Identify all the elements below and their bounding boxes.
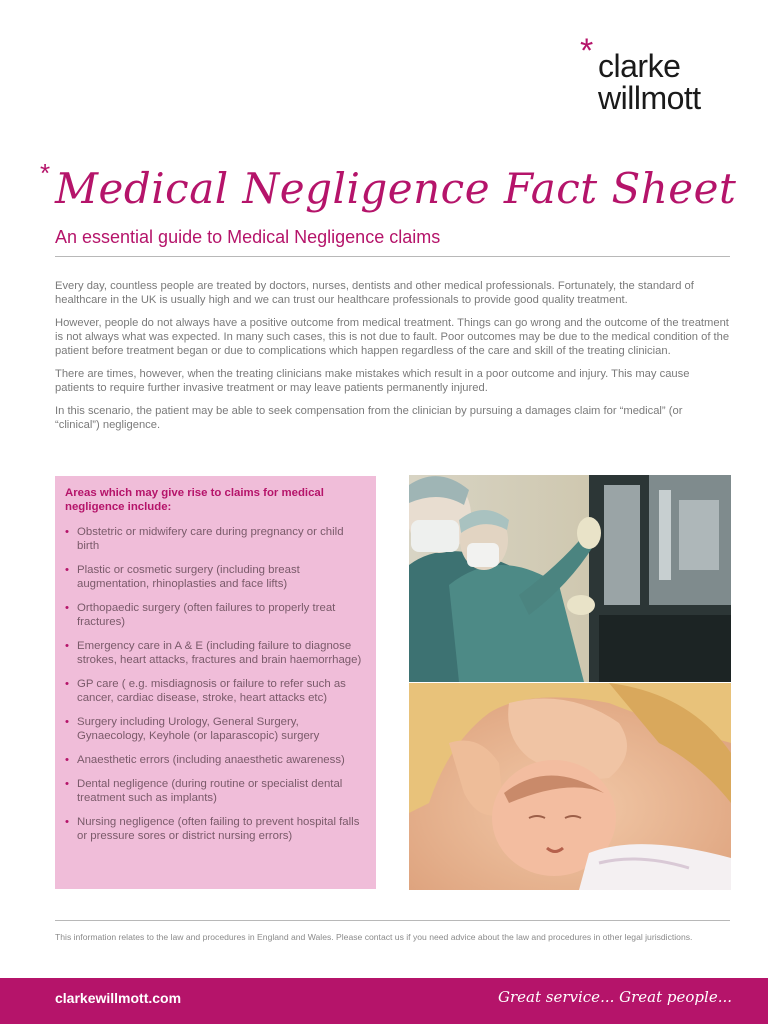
page-subtitle: An essential guide to Medical Negligence claims xyxy=(55,227,441,247)
footer-divider xyxy=(55,920,730,921)
logo-name-line2: willmott xyxy=(598,80,701,116)
header-divider xyxy=(55,256,730,257)
intro-paragraph: There are times, however, when the treating clinicians make mistakes which result in a poor outcome and injury. This may cause patients to require further invasive treatment or may leave patients permanently injured. xyxy=(55,368,690,394)
website-link[interactable]: clarkewillmott.com xyxy=(55,990,182,1006)
mother-baby-photo xyxy=(409,683,731,890)
surgeons-photo xyxy=(409,475,731,682)
areas-title: Areas which may give rise to claims for medical negligence include: xyxy=(65,487,324,513)
intro-paragraph: Every day, countless people are treated by doctors, nurses, dentists and other medical professionals. Fortunately, the standard of healthcare in the UK is usually high and we can trust our healthcare professionals to provide good quality treatment. xyxy=(55,280,694,306)
legal-disclaimer: This information relates to the law and procedures in England and Wales. Please contact us if you need advice about the law and procedures in other legal jurisdictions. xyxy=(55,932,693,942)
list-item: • Plastic or cosmetic surgery (including breast augmentation, rhinoplasties and face lifts) xyxy=(65,563,364,591)
intro-paragraph: In this scenario, the patient may be able to seek compensation from the clinician by pursuing a damages claim for “medical” (or “clinical”) negligence. xyxy=(55,405,683,431)
list-item: • Obstetric or midwifery care during pregnancy or child birth xyxy=(65,525,364,553)
list-item: • Orthopaedic surgery (often failures to properly treat fractures) xyxy=(65,601,364,629)
intro-section xyxy=(55,279,730,441)
list-item: • Surgery including Urology, General Surgery, Gynaecology, Keyhole (or laparascopic) surgery xyxy=(65,715,364,743)
areas-list xyxy=(65,525,364,843)
title-asterisk: * xyxy=(40,158,51,188)
footer-tagline: Great service... Great people... xyxy=(498,988,732,1006)
list-item: • Anaesthetic errors (including anaesthetic awareness) xyxy=(65,753,364,767)
list-item: • GP care ( e.g. misdiagnosis or failure to refer such as cancer, cardiac disease, stroke, heart attacks etc) xyxy=(65,677,364,705)
list-item: • Emergency care in A & E (including failure to diagnose strokes, heart attacks, fractures and brain haemorrhage) xyxy=(65,639,364,667)
intro-paragraph: However, people do not always have a positive outcome from medical treatment. Things can go wrong and the outcome of the treatment is not always what was expected. In many such cases, this is not due to fault. Poor outcomes may be due to the medical condition of the patient before treatment began or due to complications which happen regardless of the care and skill of the treating clinician. xyxy=(55,317,730,357)
logo-name-line1: clarke xyxy=(598,48,681,84)
footer-bar xyxy=(0,978,768,1024)
logo-asterisk: * xyxy=(580,32,594,70)
list-item: • Nursing negligence (often failing to prevent hospital falls or pressure sores or district nursing errors) xyxy=(65,815,364,843)
list-item: • Dental negligence (during routine or specialist dental treatment such as implants) xyxy=(65,777,364,805)
page-title: Medical Negligence Fact Sheet xyxy=(55,164,737,213)
areas-panel xyxy=(55,476,376,889)
